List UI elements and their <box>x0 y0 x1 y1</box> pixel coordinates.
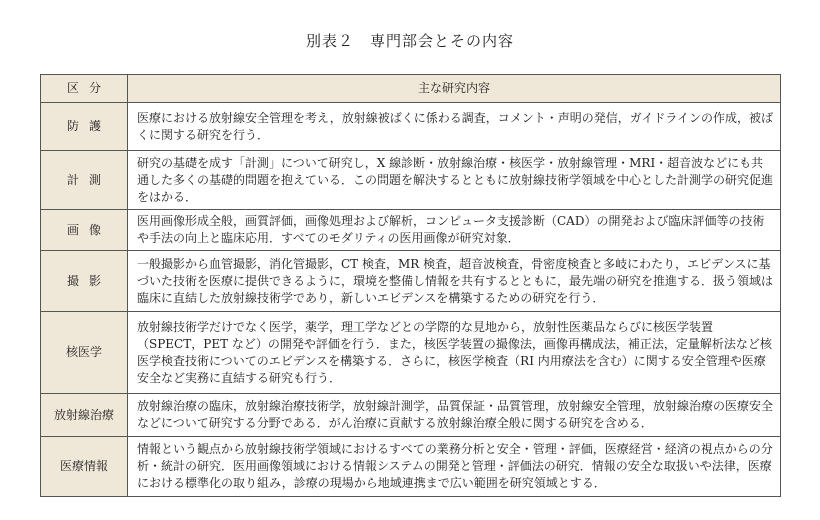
row-area: 医療情報 <box>41 437 128 497</box>
row-content: 情報という観点から放射線技術学領域におけるすべての業務分析と安全・管理・評価，医療経営・経済の視点からの分析・統計の研究．医用画像領域における情報システムの開発と管理・評価法の研究．情報の安全な取扱いや法律，医療における標準化の取り組み，診療の現場から地域連携まで広い範囲を研究領域とする． <box>128 437 781 497</box>
table-row <box>41 210 781 251</box>
research-table <box>40 74 781 497</box>
row-content: 放射線技術学だけでなく医学，薬学，理工学などとの学際的な見地から，放射性医薬品ならびに核医学装置（SPECT，PET など）の開発や評価を行う．また，核医学装置の撮像法，画像再構成法，補正法，定量解析法など核医学検査技術についてのエビデンスを構築する．さらに，核医学検査（RI 内用療法を含む）に関する安全管理や医療安全など実務に直結する研究も行う． <box>128 312 781 394</box>
table-row <box>41 312 781 394</box>
row-area: 防護 <box>41 103 128 151</box>
row-content: 放射線治療の臨床，放射線治療技術学，放射線計測学，品質保証・品質管理，放射線安全管理，放射線治療の医療安全などについて研究する分野である．がん治療に貢献する放射線治療全般に関する研究を含める． <box>128 394 781 437</box>
table-title: 別表２ 専門部会とその内容 <box>305 32 514 50</box>
table-row <box>41 437 781 497</box>
row-content: 一般撮影から血管撮影，消化管撮影，CT 検査，MR 検査，超音波検査，骨密度検査と多岐にわたり，エビデンスに基づいた技術を医療に提供できるように，環境を整備し情報を共有するとともに，最先端の研究を推進する．扱う領域は臨床に直結した放射線技術学であり，新しいエビデンスを構築するための研究を行う． <box>128 251 781 312</box>
header-row <box>41 75 781 103</box>
row-content: 医用画像形成全般，画質評価，画像処理および解析，コンピュータ支援診断（CAD）の開発および臨床評価等の技術や手法の向上と臨床応用．すべてのモダリティの医用画像が研究対象． <box>128 210 781 251</box>
table-row <box>41 103 781 151</box>
row-area: 計測 <box>41 151 128 210</box>
row-area: 画像 <box>41 210 128 251</box>
header-area: 区分 <box>41 75 128 103</box>
row-area: 放射線治療 <box>41 394 128 437</box>
header-content: 主な研究内容 <box>128 75 781 103</box>
row-area: 撮影 <box>41 251 128 312</box>
table-row <box>41 151 781 210</box>
row-content: 医療における放射線安全管理を考え，放射線被ばくに係わる調査，コメント・声明の発信，ガイドラインの作成，被ばくに関する研究を行う． <box>128 103 781 151</box>
table-row <box>41 394 781 437</box>
table-row <box>41 251 781 312</box>
row-content: 研究の基礎を成す「計測」について研究し，X 線診断・放射線治療・核医学・放射線管理・MRI・超音波などにも共通した多くの基礎的問題を抱えている．この問題を解決するとともに放射線技術学領域を中心とした計測学の研究促進をはかる． <box>128 151 781 210</box>
row-area: 核医学 <box>41 312 128 394</box>
